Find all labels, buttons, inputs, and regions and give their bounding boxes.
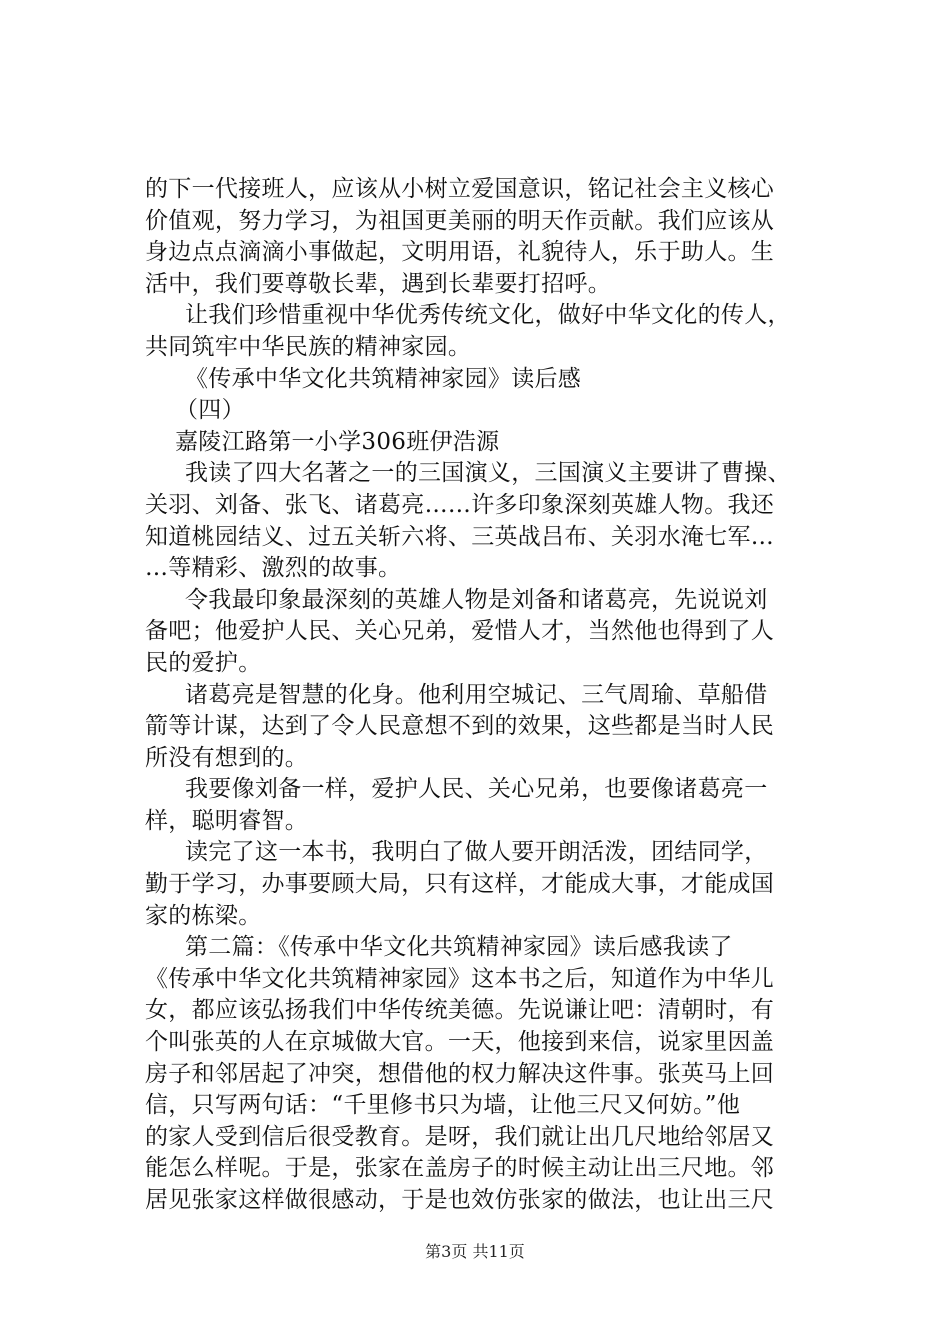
text-line: 的家人受到信后很受教育。是呀，我们就让出几尺地给邻居又 <box>145 1123 775 1150</box>
text-line: （四） <box>175 397 245 424</box>
text-line: 活中，我们要尊敬长辈，遇到长辈要打招呼。 <box>145 270 611 297</box>
text-line: 《传承中华文化共筑精神家园》读后感 <box>185 365 582 392</box>
paragraph <box>145 837 835 932</box>
text-line: 读完了这一本书，我明白了做人要开朗活泼，团结同学， <box>185 839 768 866</box>
text-line: 诸葛亮是智慧的化身。他利用空城记、三气周瑜、草船借 <box>185 681 768 708</box>
text-line: 共同筑牢中华民族的精神家园。 <box>145 333 472 360</box>
text-line: 女，都应该弘扬我们中华传统美德。先说谦让吧：清朝时，有 <box>145 997 775 1024</box>
text-line: 知道桃园结义、过五关斩六将、三英战吕布、关羽水淹七军… <box>145 523 775 550</box>
text-line: …等精彩、激烈的故事。 <box>145 555 402 582</box>
text-line: 勤于学习，办事要顾大局，只有这样，才能成大事，才能成国 <box>145 871 775 898</box>
text-line: 价值观，努力学习，为祖国更美丽的明天作贡献。我们应该从 <box>145 207 775 234</box>
paragraph <box>145 680 835 775</box>
text-line: 个叫张英的人在京城做大官。一天，他接到来信，说家里因盖 <box>145 1029 775 1056</box>
text-line: 关羽、刘备、张飞、诸葛亮……许多印象深刻英雄人物。我还 <box>145 491 775 518</box>
paragraph <box>145 774 835 837</box>
paragraph <box>145 458 835 584</box>
section-number <box>145 395 835 427</box>
text-line: 信，只写两句话：“千里修书只为墙，让他三尺又何妨。”他 <box>145 1092 741 1119</box>
text-line: 家的栋梁。 <box>145 902 262 929</box>
text-line: 我读了四大名著之一的三国演义，三国演义主要讲了曹操、 <box>185 460 791 487</box>
text-line: 我要像刘备一样，爱护人民、关心兄弟，也要像诸葛亮一 <box>185 776 768 803</box>
text-line: 居见张家这样做很感动，于是也效仿张家的做法，也让出三尺 <box>145 1187 775 1213</box>
paragraph <box>145 932 835 1216</box>
page-footer: 第3页 共11页 <box>425 1242 525 1261</box>
text-line: 所没有想到的。 <box>145 744 309 771</box>
text-line: 能怎么样呢。于是，张家在盖房子的时候主动让出三尺地。邻 <box>145 1155 775 1182</box>
author-line <box>145 427 835 459</box>
text-line: 令我最印象最深刻的英雄人物是刘备和诸葛亮，先说说刘 <box>185 586 768 613</box>
text-line: 第二篇：《传承中华文化共筑精神家园》读后感我读了 <box>185 934 733 961</box>
paragraph <box>145 585 835 680</box>
text-line: 样，聪明睿智。 <box>145 807 309 834</box>
paragraph <box>145 300 835 363</box>
paragraph <box>145 174 835 300</box>
text-line: 身边点点滴滴小事做起，文明用语，礼貌待人，乐于助人。生 <box>145 239 775 266</box>
text-line: 房子和邻居起了冲突，想借他的权力解决这件事。张英马上回 <box>145 1060 775 1087</box>
section-title <box>145 364 835 396</box>
text-line: 《传承中华文化共筑精神家园》这本书之后，知道作为中华儿 <box>145 965 775 992</box>
document-body <box>145 174 835 1217</box>
text-line: 民的爱护。 <box>145 649 262 676</box>
text-line: 让我们珍惜重视中华优秀传统文化，做好中华文化的传人， <box>185 302 791 329</box>
text-line: 备吧；他爱护人民、关心兄弟，爱惜人才，当然他也得到了人 <box>145 618 775 645</box>
text-line: 的下一代接班人，应该从小树立爱国意识，铭记社会主义核心 <box>145 176 775 202</box>
text-line: 箭等计谋，达到了令人民意想不到的效果，这些都是当时人民 <box>145 713 775 740</box>
text-line: 嘉陵江路第一小学306班伊浩源 <box>175 428 500 455</box>
